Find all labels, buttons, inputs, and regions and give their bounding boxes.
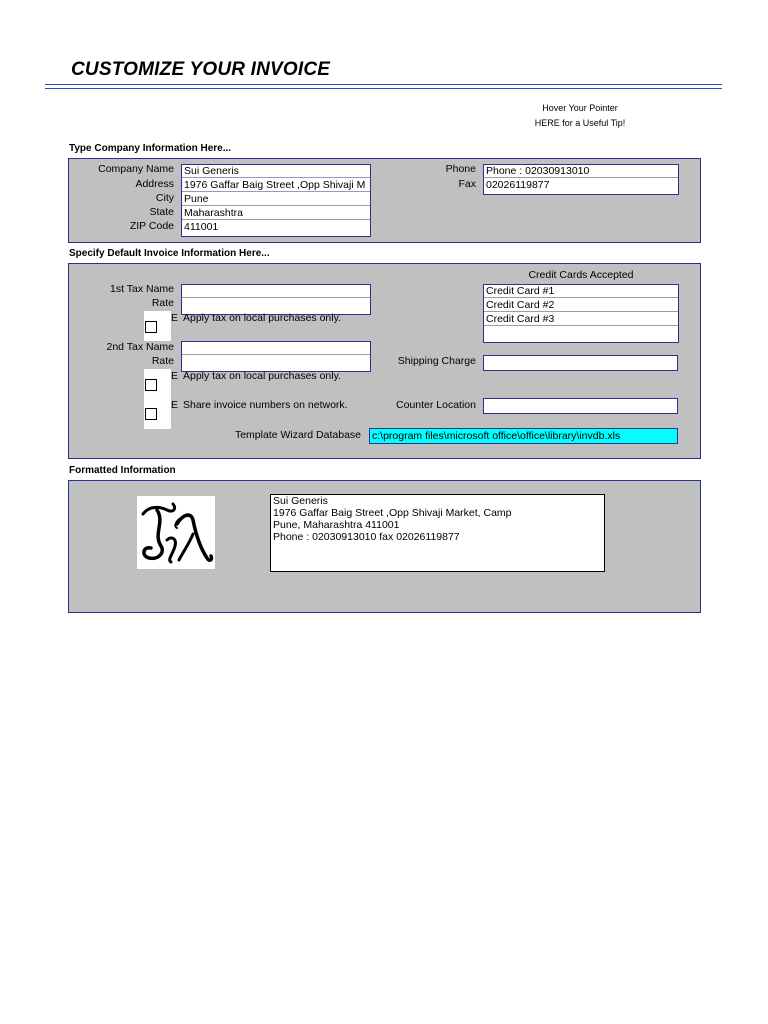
tip-line-2[interactable]: HERE for a Useful Tip! [534, 118, 626, 128]
preview-line-2: 1976 Gaffar Baig Street ,Opp Shivaji Market, Camp [273, 507, 512, 519]
tax2-rate-label: Rate [151, 355, 174, 367]
state-field[interactable]: Maharashtra [182, 207, 370, 220]
credit-cards-heading: Credit Cards Accepted [528, 269, 634, 281]
tax1-name-field[interactable] [182, 285, 370, 298]
tax2-rate-field[interactable] [182, 356, 370, 369]
tax1-local-label: Apply tax on local purchases only. [183, 312, 341, 324]
preview-line-3: Pune, Maharashtra 411001 [273, 519, 400, 531]
share-marker: E [171, 399, 179, 411]
credit-card-3[interactable]: Credit Card #3 [484, 313, 678, 326]
tax2-local-marker: E [171, 370, 179, 382]
preview-line-1: Sui Generis [273, 495, 328, 507]
formatted-preview [270, 494, 605, 572]
tax2-options-checkbox-cell [144, 369, 171, 429]
state-label: State [149, 206, 174, 218]
invoice-heading: Specify Default Invoice Information Here... [69, 248, 270, 259]
company-name-label: Company Name [98, 163, 174, 175]
company-name-field[interactable]: Sui Generis [182, 165, 370, 178]
tax1-local-checkbox-cell [144, 311, 171, 341]
share-numbers-label: Share invoice numbers on network. [183, 399, 348, 411]
tax1-fields [181, 284, 371, 315]
phone-label: Phone [445, 163, 476, 175]
contact-fields [483, 164, 679, 195]
page-title: CUSTOMIZE YOUR INVOICE [71, 59, 331, 80]
credit-card-4[interactable] [484, 327, 678, 340]
credit-card-2[interactable]: Credit Card #2 [484, 299, 678, 312]
address-label: Address [135, 178, 174, 190]
fax-label: Fax [458, 178, 476, 190]
tip-line-1[interactable]: Hover Your Pointer [542, 103, 618, 113]
title-rule [45, 84, 722, 85]
title-rule [45, 88, 722, 89]
tax1-local-marker: E [171, 312, 179, 324]
company-fields [181, 164, 371, 237]
logo-mark-icon [137, 496, 215, 569]
city-label: City [155, 192, 174, 204]
shipping-label: Shipping Charge [397, 355, 476, 367]
company-heading: Type Company Information Here... [69, 143, 232, 154]
counter-location-field[interactable] [483, 398, 678, 414]
tax2-fields [181, 341, 371, 372]
tax1-name-label: 1st Tax Name [110, 283, 174, 295]
tax1-local-checkbox[interactable] [145, 321, 157, 333]
tax2-local-checkbox[interactable] [145, 379, 157, 391]
phone-field[interactable]: Phone : 02030913010 [484, 165, 678, 178]
tax2-local-label: Apply tax on local purchases only. [183, 370, 341, 382]
fax-field[interactable]: 02026119877 [486, 179, 550, 191]
tax2-name-label: 2nd Tax Name [106, 341, 174, 353]
formatted-heading: Formatted Information [69, 465, 176, 476]
zip-label: ZIP Code [129, 220, 174, 232]
tax1-rate-label: Rate [151, 297, 174, 309]
credit-cards-list [483, 284, 679, 343]
zip-field[interactable]: 411001 [184, 221, 219, 233]
credit-card-1[interactable]: Credit Card #1 [484, 285, 678, 298]
tax1-rate-field[interactable] [182, 299, 370, 312]
shipping-field[interactable] [483, 355, 678, 371]
tax2-name-field[interactable] [182, 342, 370, 355]
city-field[interactable]: Pune [182, 193, 370, 206]
counter-location-label: Counter Location [396, 399, 476, 411]
company-logo [137, 496, 215, 569]
share-numbers-checkbox[interactable] [145, 408, 157, 420]
preview-line-4: Phone : 02030913010 fax 02026119877 [273, 531, 460, 543]
db-path-field[interactable]: c:\program files\microsoft office\office\library\invdb.xls [369, 428, 678, 444]
db-label: Template Wizard Database [234, 429, 361, 441]
address-field[interactable]: 1976 Gaffar Baig Street ,Opp Shivaji M [182, 179, 370, 192]
